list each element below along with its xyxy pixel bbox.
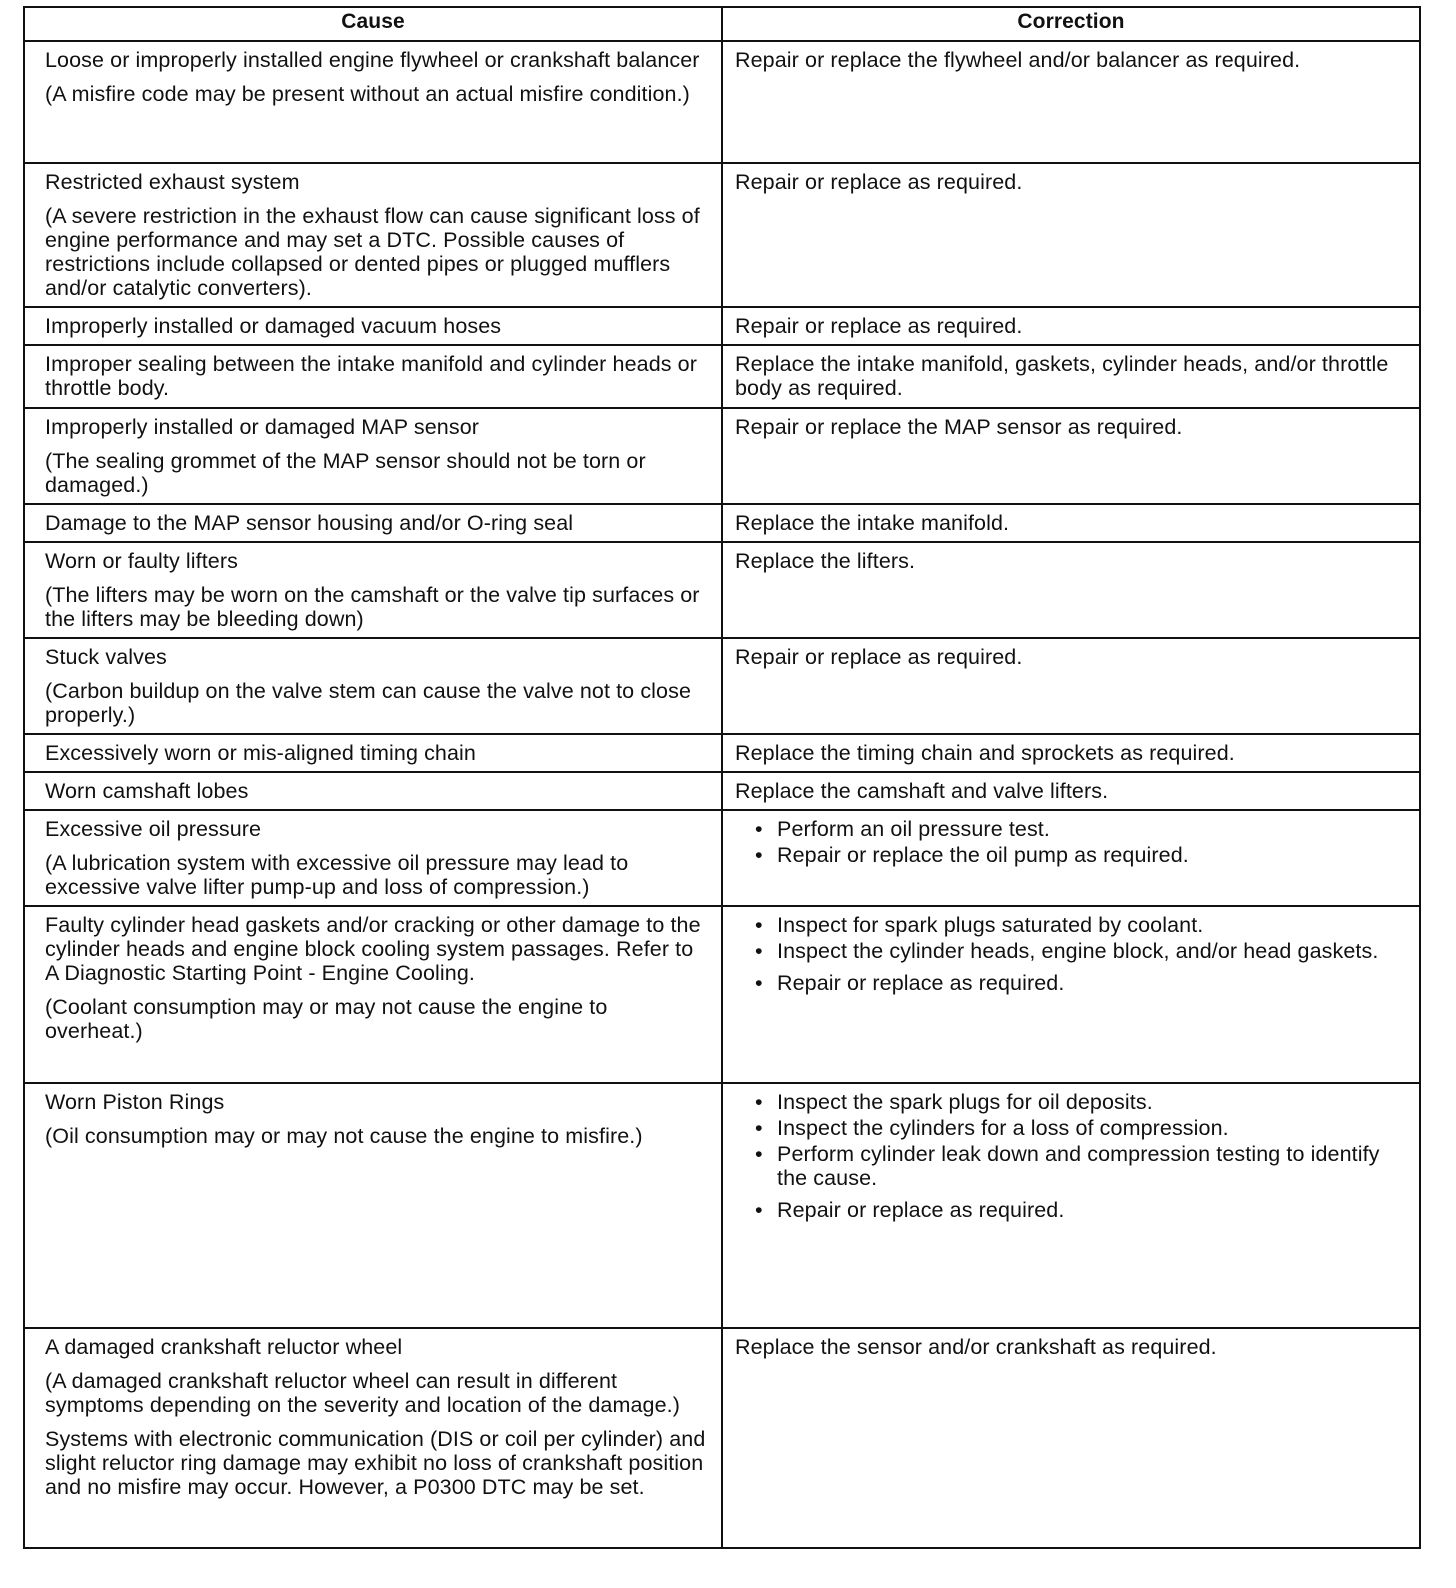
correction-bullet-text: Inspect for spark plugs saturated by coolant. xyxy=(777,913,1204,937)
correction-text: Repair or replace as required. xyxy=(735,645,1023,669)
correction-bullet xyxy=(755,939,1409,963)
table-row xyxy=(24,810,1420,906)
cause-note: (A damaged crankshaft reluctor wheel can result in different symptoms depending on the severity and location of the damage.) xyxy=(45,1369,680,1417)
cause-note: (Oil consumption may or may not cause the engine to misfire.) xyxy=(45,1124,643,1148)
cause-title: Faulty cylinder head gaskets and/or cracking or other damage to the cylinder heads and engine block cooling system passages. Refer to A Diagnostic Starting Point - Engine Cooling. xyxy=(45,913,701,985)
correction-bullet-list xyxy=(735,913,1409,995)
table-row xyxy=(24,638,1420,734)
correction-text: Replace the intake manifold, gaskets, cylinder heads, and/or throttle body as required. xyxy=(735,352,1389,400)
cause-cell xyxy=(24,810,722,906)
correction-cell xyxy=(722,1328,1420,1548)
cause-title: Restricted exhaust system xyxy=(45,170,300,194)
cause-note: (The lifters may be worn on the camshaft or the valve tip surfaces or the lifters may be bleeding down) xyxy=(45,583,700,631)
bullet-dot-icon: • xyxy=(755,1116,763,1140)
bullet-dot-icon: • xyxy=(755,1198,763,1222)
correction-text: Replace the timing chain and sprockets as required. xyxy=(735,741,1235,765)
table-row xyxy=(24,345,1420,408)
table-row xyxy=(24,408,1420,504)
correction-bullet-list xyxy=(735,817,1409,867)
cause-cell xyxy=(24,41,722,163)
correction-cell xyxy=(722,542,1420,638)
correction-cell xyxy=(722,734,1420,772)
column-header-cause: Cause xyxy=(24,7,722,41)
diagnostic-table xyxy=(23,6,1421,1549)
cause-note: (The sealing grommet of the MAP sensor should not be torn or damaged.) xyxy=(45,449,646,497)
cause-cell xyxy=(24,734,722,772)
cause-title: Excessively worn or mis-aligned timing chain xyxy=(45,741,476,765)
correction-cell xyxy=(722,810,1420,906)
table-row xyxy=(24,734,1420,772)
cause-note: (Coolant consumption may or may not cause the engine to overheat.) xyxy=(45,995,608,1043)
cause-note-secondary: Systems with electronic communication (DIS or coil per cylinder) and slight reluctor ring damage may exhibit no loss of crankshaft position and no misfire may occur. However, a P0300 DTC may be set. xyxy=(45,1427,706,1499)
correction-bullet xyxy=(755,971,1409,995)
table-row xyxy=(24,906,1420,1083)
table-row xyxy=(24,163,1420,307)
correction-bullet-text: Inspect the spark plugs for oil deposits. xyxy=(777,1090,1153,1114)
correction-cell xyxy=(722,345,1420,408)
correction-cell xyxy=(722,906,1420,1083)
correction-cell xyxy=(722,408,1420,504)
correction-bullet-text: Inspect the cylinders for a loss of compression. xyxy=(777,1116,1229,1140)
bullet-dot-icon: • xyxy=(755,1142,763,1166)
bullet-dot-icon: • xyxy=(755,843,763,867)
cause-title: Improperly installed or damaged MAP sensor xyxy=(45,415,480,439)
table-row xyxy=(24,307,1420,345)
cause-note: (A lubrication system with excessive oil pressure may lead to excessive valve lifter pump-up and loss of compression.) xyxy=(45,851,629,899)
table-row xyxy=(24,41,1420,163)
cause-cell xyxy=(24,408,722,504)
cause-title: Worn camshaft lobes xyxy=(45,779,249,803)
cause-cell xyxy=(24,542,722,638)
correction-cell xyxy=(722,307,1420,345)
correction-bullet xyxy=(755,1090,1409,1114)
bullet-dot-icon: • xyxy=(755,913,763,937)
correction-text: Repair or replace the flywheel and/or balancer as required. xyxy=(735,48,1301,72)
correction-cell xyxy=(722,638,1420,734)
correction-bullet-text: Repair or replace as required. xyxy=(777,971,1065,995)
correction-bullet-text: Inspect the cylinder heads, engine block, and/or head gaskets. xyxy=(777,939,1379,963)
correction-cell xyxy=(722,163,1420,307)
cause-title: Worn Piston Rings xyxy=(45,1090,225,1114)
cause-title: Worn or faulty lifters xyxy=(45,549,238,573)
correction-bullet xyxy=(755,913,1409,937)
correction-bullet xyxy=(755,1142,1409,1190)
cause-note: (Carbon buildup on the valve stem can cause the valve not to close properly.) xyxy=(45,679,692,727)
correction-cell xyxy=(722,41,1420,163)
document-page xyxy=(23,6,1421,1549)
cause-title: Damage to the MAP sensor housing and/or O-ring seal xyxy=(45,511,574,535)
cause-title: Excessive oil pressure xyxy=(45,817,262,841)
cause-title: Stuck valves xyxy=(45,645,167,669)
column-header-correction: Correction xyxy=(722,7,1420,41)
correction-cell xyxy=(722,772,1420,810)
correction-text: Repair or replace as required. xyxy=(735,314,1023,338)
cause-title: Improper sealing between the intake manifold and cylinder heads or throttle body. xyxy=(45,352,697,400)
cause-title: Improperly installed or damaged vacuum hoses xyxy=(45,314,502,338)
cause-note: (A misfire code may be present without an actual misfire condition.) xyxy=(45,82,690,106)
bullet-dot-icon: • xyxy=(755,1090,763,1114)
cause-cell xyxy=(24,504,722,542)
correction-bullet xyxy=(755,1116,1409,1140)
table-header-row xyxy=(24,7,1420,41)
cause-cell xyxy=(24,772,722,810)
table-row xyxy=(24,504,1420,542)
correction-cell xyxy=(722,504,1420,542)
bullet-dot-icon: • xyxy=(755,939,763,963)
cause-cell xyxy=(24,638,722,734)
table-row xyxy=(24,1083,1420,1328)
cause-note: (A severe restriction in the exhaust flow can cause significant loss of engine performance and may set a DTC. Possible causes of restrictions include collapsed or dented pipes or plugged mufflers and/or catalytic converters). xyxy=(45,204,700,300)
cause-cell xyxy=(24,1083,722,1328)
correction-text: Replace the sensor and/or crankshaft as required. xyxy=(735,1335,1217,1359)
cause-cell xyxy=(24,906,722,1083)
correction-text: Replace the camshaft and valve lifters. xyxy=(735,779,1109,803)
correction-bullet-text: Repair or replace the oil pump as required. xyxy=(777,843,1189,867)
table-row xyxy=(24,542,1420,638)
table-row xyxy=(24,772,1420,810)
correction-text: Replace the intake manifold. xyxy=(735,511,1010,535)
cause-cell xyxy=(24,345,722,408)
correction-bullet xyxy=(755,843,1409,867)
cause-cell xyxy=(24,1328,722,1548)
correction-text: Repair or replace the MAP sensor as required. xyxy=(735,415,1183,439)
cause-title: A damaged crankshaft reluctor wheel xyxy=(45,1335,403,1359)
bullet-dot-icon: • xyxy=(755,971,763,995)
correction-bullet-text: Perform an oil pressure test. xyxy=(777,817,1050,841)
cause-cell xyxy=(24,307,722,345)
correction-bullet xyxy=(755,1198,1409,1222)
table-row xyxy=(24,1328,1420,1548)
correction-bullet-text: Perform cylinder leak down and compression testing to identify the cause. xyxy=(777,1142,1380,1190)
correction-bullet-list xyxy=(735,1090,1409,1222)
cause-cell xyxy=(24,163,722,307)
cause-title: Loose or improperly installed engine flywheel or crankshaft balancer xyxy=(45,48,700,72)
correction-bullet xyxy=(755,817,1409,841)
bullet-dot-icon: • xyxy=(755,817,763,841)
correction-text: Replace the lifters. xyxy=(735,549,916,573)
correction-bullet-text: Repair or replace as required. xyxy=(777,1198,1065,1222)
correction-text: Repair or replace as required. xyxy=(735,170,1023,194)
correction-cell xyxy=(722,1083,1420,1328)
